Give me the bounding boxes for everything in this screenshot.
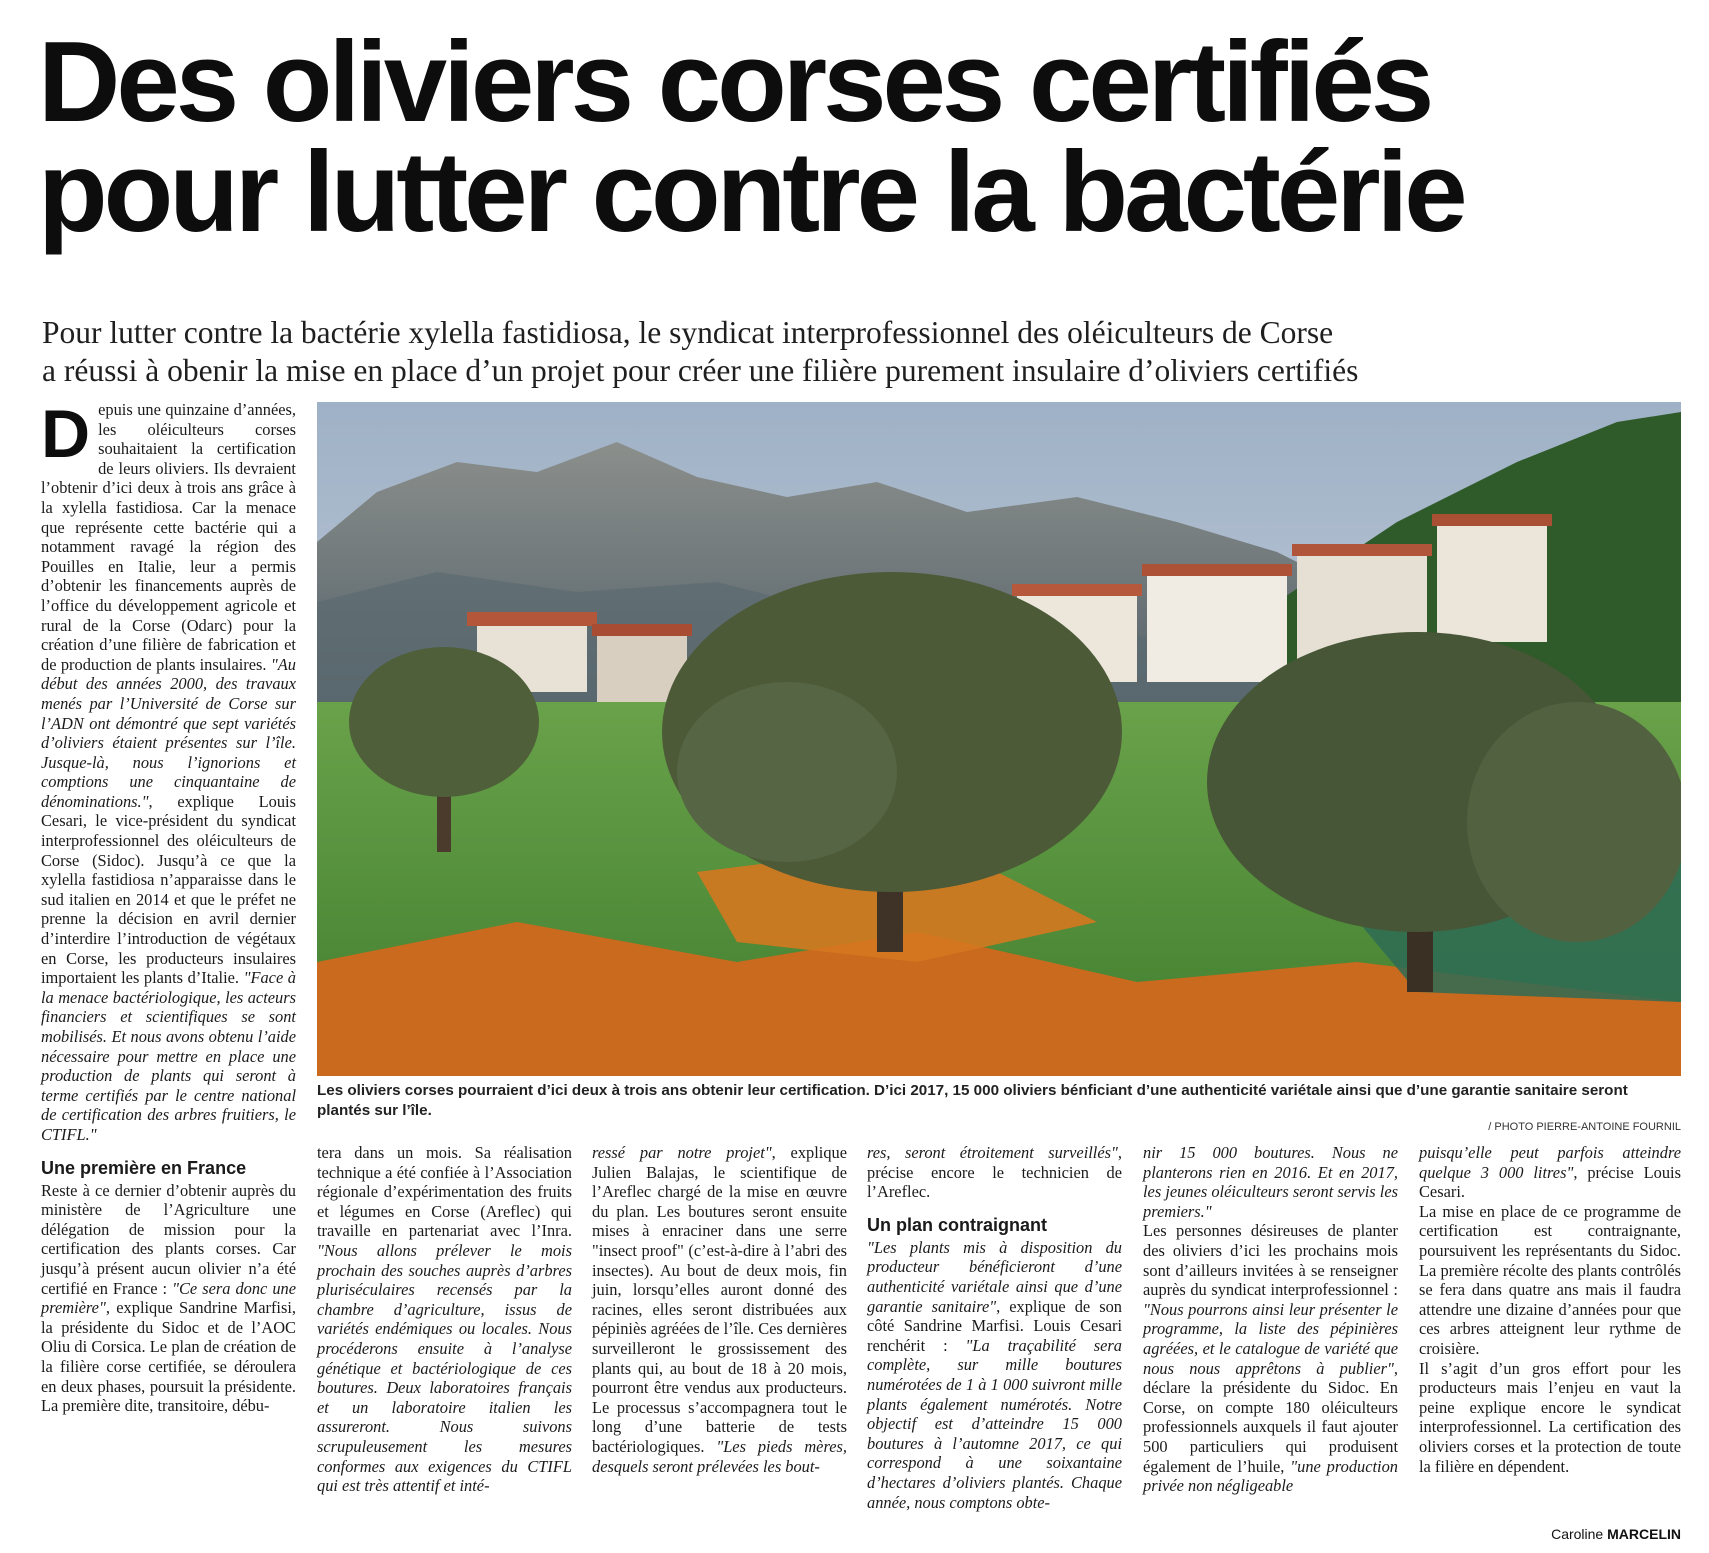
- col2-quote-1: "Nous allons prélever le mois prochain des souches auprès d’arbres pluriséculaires recensés par la chambre d’agriculture, issus de variétés endémiques ou locales. Nous procéderons ensuite à l’analyse génétique et bactériologique de ces boutures. Deux laboratoires français et un laboratoire italien les assureront. Nous suivons scrupuleusement les mesures conformes aux exigences du CTIFL qui est très attentif et inté-: [317, 1240, 572, 1496]
- col5-text-2: , déclare la présidente du Sidoc. En Corse, on compte 180 oléiculteurs professionnels auxquels il faut ajouter 500 particuliers qui produisent également de l’huile,: [1143, 1358, 1398, 1476]
- drop-cap: D: [41, 396, 91, 472]
- col3-quote-2: "Les pieds mères, desquels seront prélevées les bout-: [592, 1436, 847, 1476]
- col5-text-1: Les personnes désireuses de planter des oliviers d’ici les prochains mois sont d’ailleurs invitées à se renseigner auprès du syndicat interprofessionnel :: [1143, 1221, 1398, 1300]
- col1-quote-2: "Face à la menace bactériologique, les acteurs financiers et scientifiques se sont mobilisés. Et nous avons obtenu l’aide nécessaire pour mettre en place une production de plants qui seront à terme certifiés par le centre national de certification des arbres fruitiers, le CTIFL.": [41, 968, 296, 1144]
- article-column-6: [1419, 1143, 1681, 1476]
- byline-last-name: MARCELIN: [1607, 1526, 1681, 1542]
- col1-quote-3: "Ce sera donc une première": [41, 1278, 296, 1318]
- headline: [38, 19, 1678, 256]
- subhead-un-plan-contraignant: Un plan contraignant: [867, 1214, 1047, 1235]
- standfirst: [42, 314, 1682, 390]
- olive-grove-photo: [317, 402, 1681, 1076]
- col5-quote-3: "une production privée non négligeable: [1143, 1456, 1398, 1496]
- col1-text-4: , explique Sandrine Marfisi, la présidente du Sidoc et de l’AOC Oliu di Corsica. Le plan de création de la filière corse certifiée, se déroulera en deux phases, poursuit la présidente. La première dite, transitoire, débu-: [41, 1298, 296, 1416]
- col4-quote-2: "Les plants mis à disposition du producteur bénéficieront d’une authenticité variétale ainsi que d’une garantie sanitaire": [867, 1237, 1122, 1316]
- headline-line-2: pour lutter contre la bactérie: [38, 129, 1464, 256]
- column-1-paragraph: [41, 396, 296, 1145]
- article-column-5: [1143, 1143, 1398, 1496]
- col1-text-1: epuis une quinzaine d’années, les oléiculteurs corses souhaitaient la certification de leurs oliviers. Ils devraient l’obtenir d’ici deux à trois ans grâce à la xylella fastidiosa. Car la menace que représente cette bactérie qui a notamment ravagé la région des Pouilles en Italie, leur a permis d’obtenir les financements auprès de l’office du développement agricole et rural de la Corse (Odarc) pour la création d’une filière de fabrication et de production de plants insulaires.: [41, 400, 296, 674]
- standfirst-line-1: Pour lutter contre la bactérie xylella fastidiosa, le syndicat interprofessionnel des oléiculteurs de Corse: [42, 315, 1334, 350]
- article-column-2: [317, 1143, 572, 1496]
- photo-caption: Les oliviers corses pourraient d’ici deux à trois ans obtenir leur certification. D’ici 2017, 15 000 oliviers bénficiant d’une authenticité variétale ainsi que d’une garantie sanitaire seront plantés sur l’île.: [317, 1082, 1628, 1119]
- col4-text-1: , précise encore le technicien de l’Areflec.: [867, 1143, 1122, 1202]
- byline-first-name: Caroline: [1551, 1526, 1604, 1542]
- col3-quote-1: ressé par notre projet": [592, 1143, 772, 1162]
- col5-quote-2: "Nous pourrons ainsi leur présenter le programme, la liste des pépinières agréées, et le catalogue de variété que nous nous apprêtons à publier": [1143, 1299, 1398, 1378]
- col6-text-3: Il s’agit d’un gros effort pour les producteurs mais l’enjeu en vaut la peine explique encore le syndicat interprofessionnel. La certification des oliviers corses et la protection de toute la filière en dépendent.: [1419, 1358, 1681, 1476]
- col2-text-1: tera dans un mois. Sa réalisation technique a été confiée à l’Association régionale d’expérimentation des fruits et légumes en Corse (Areflec) qui travaille en partenariat avec l’Inra.: [317, 1143, 572, 1241]
- col1-text-2: , explique Louis Cesari, le vice-président du syndicat interprofessionnel des oléiculteurs de Corse (Sidoc). Jusqu’à ce que la xylella fastidiosa n’apparaisse dans le sud italien en 2014 et que le préfet ne prenne la décision en avril dernier d’interdire l’introduction de végétaux en Corse, les producteurs insulaires importaient les plants d’Italie.: [41, 791, 296, 988]
- col6-text-2: La mise en place de ce programme de certification est contraignante, poursuivent les représentants du Sidoc. La première récolte des plants contrôlés se fera dans quatre ans mais il faudra attendre une dizaine d’années pour que ces arbres atteignent leur rythme de croisière.: [1419, 1201, 1681, 1358]
- subhead-premiere-en-france: Une première en France: [41, 1157, 247, 1178]
- column-1-paragraph-2: [41, 1181, 296, 1416]
- article-column-1: [41, 396, 296, 1416]
- headline-line-1: Des oliviers corses certifiés: [38, 19, 1431, 146]
- col4-text-2: , explique de son côté Sandrine Marfisi. Louis Cesari renchérit :: [867, 1296, 1122, 1355]
- col1-quote-1: "Au début des années 2000, des travaux menés par l’Université de Corse sur l’ADN ont démontré que sept variétés d’oliviers étaient présentes sur l’île. Jusque-là, nous l’ignorions et comptions une cinquantaine de dénominations.": [41, 654, 296, 811]
- col6-quote-1: puisqu’elle peut parfois atteindre quelque 3 000 litres": [1419, 1143, 1681, 1182]
- article-column-4: [867, 1143, 1122, 1512]
- col5-quote-1: nir 15 000 boutures. Nous ne planterons rien en 2016. Et en 2017, les jeunes oléiculteurs seront servis les premiers.": [1143, 1143, 1398, 1221]
- byline: [1551, 1526, 1681, 1542]
- col3-text-1: , explique Julien Balajas, le scientifique de l’Areflec chargé de la mise en œuvre du plan. Les boutures seront ensuite mises à enraciner dans une serre "insect proof" (c’est-à-dire à l’abri des insectes). Au bout de deux mois, fin juin, lorsqu’elles auront donné des racines, elles seront distribuées aux pépiniès agréées de l’île. Ces dernières surveilleront le grossissement des plants qui, au bout de 18 à 20 mois, pourront être vendus aux producteurs. Le processus s’accompagnera tout le long d’une batterie de tests bactériologiques.: [592, 1143, 847, 1456]
- col6-text-1: , précise Louis Cesari.: [1419, 1162, 1681, 1202]
- article-column-3: [592, 1143, 847, 1476]
- col1-text-3: Reste à ce dernier d’obtenir auprès du ministère de l’Agriculture une délégation de mission pour la certification des plants corses. Car jusqu’à présent aucun olivier n’a été certifié en France :: [41, 1180, 296, 1298]
- col4-quote-1: res, seront étroitement surveillés": [867, 1143, 1118, 1162]
- col4-quote-3: "La traçabilité sera complète, sur mille boutures numérotées de 1 à 1 000 suivront mille plants également numérotés. Notre objectif est d’atteindre 15 000 boutures à l’automne 2017, ce qui correspond à une soixantaine d’hectares d’oliviers plantés. Chaque année, nous comptons obte-: [867, 1335, 1122, 1512]
- olive-grove-illustration: [317, 402, 1681, 1076]
- photo-credit: / PHOTO PIERRE-ANTOINE FOURNIL: [1488, 1121, 1681, 1133]
- standfirst-line-2: a réussi à obenir la mise en place d’un projet pour créer une filière purement insulaire d’oliviers certifiés: [42, 353, 1359, 388]
